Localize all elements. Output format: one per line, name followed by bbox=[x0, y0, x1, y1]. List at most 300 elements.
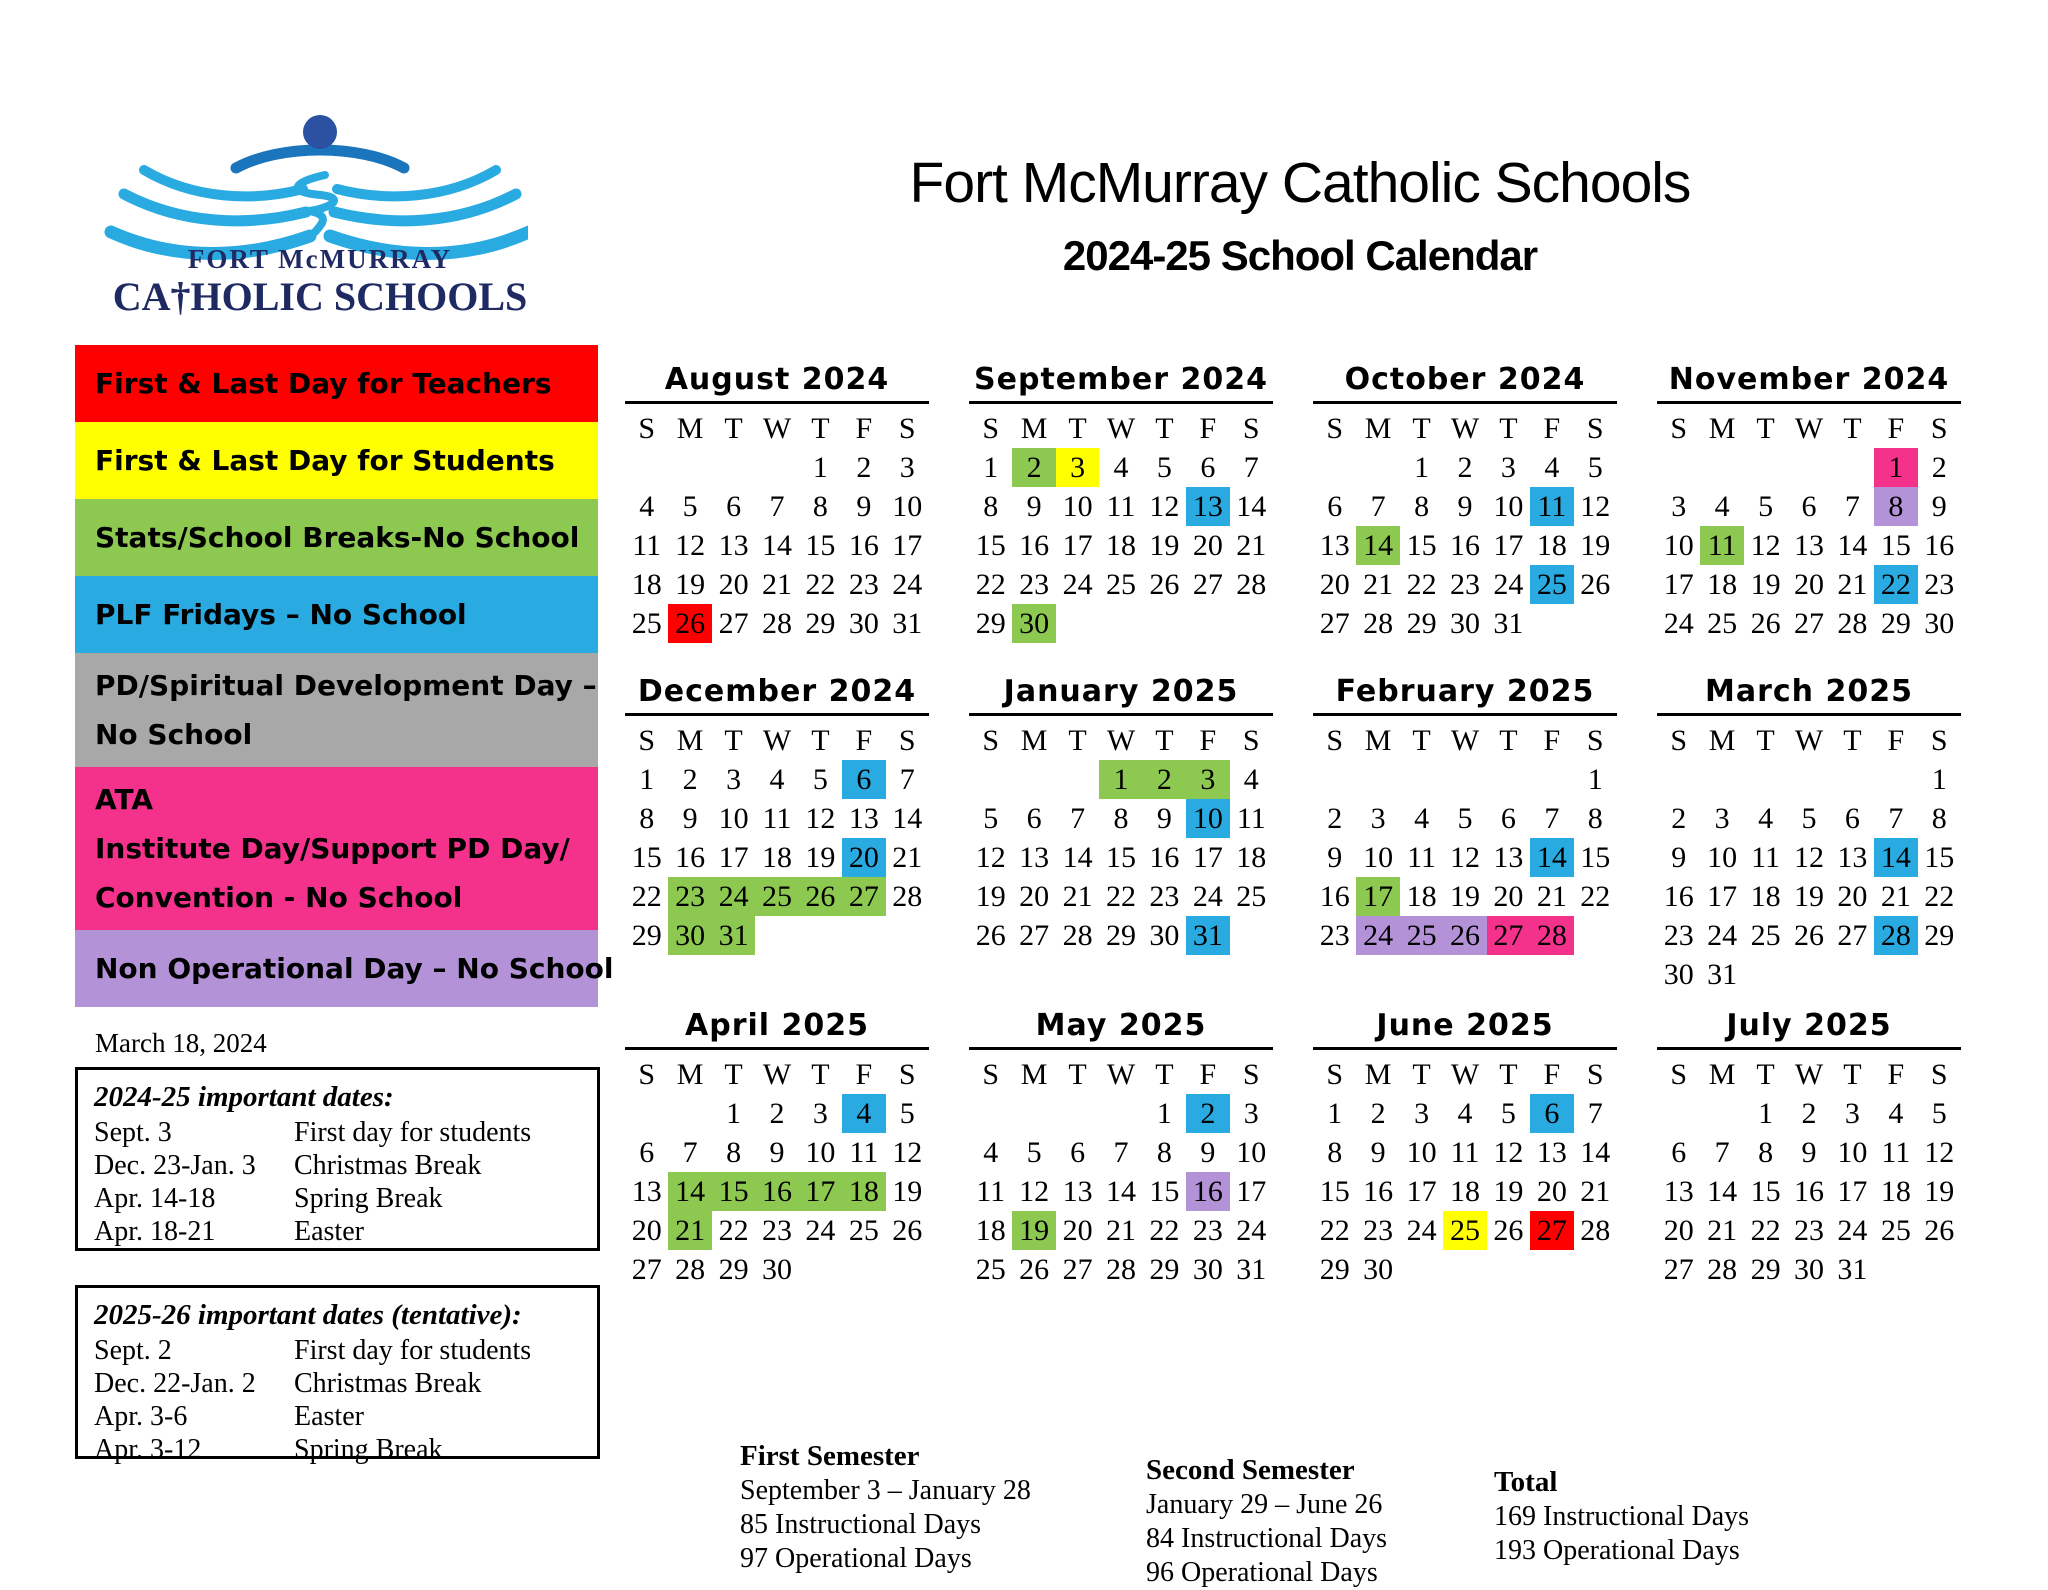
day-cell: 8 bbox=[1327, 1136, 1343, 1169]
day-cell: 28 bbox=[1105, 1253, 1136, 1286]
day-cell: 27 bbox=[1837, 919, 1868, 952]
logo-wordmark-line1: FORT McMURRAY bbox=[187, 244, 453, 274]
day-cell: 29 bbox=[1105, 919, 1136, 952]
day-grid bbox=[625, 448, 929, 643]
day-cell: 21 bbox=[1062, 880, 1093, 913]
day-cell-blue: 10 bbox=[1186, 799, 1229, 838]
day-cell-green: 30 bbox=[668, 916, 711, 955]
weekday-label: S bbox=[1670, 1058, 1688, 1091]
important-dates-2024-title: 2024-25 important dates: bbox=[94, 1081, 394, 1113]
day-cell: 13 bbox=[718, 529, 749, 562]
logo-wordmark-line2: CA†HOLIC SCHOOLS bbox=[112, 274, 528, 319]
day-cell: 23 bbox=[848, 568, 879, 601]
day-cell: 9 bbox=[1801, 1136, 1817, 1169]
day-cell: 4 bbox=[1544, 451, 1560, 484]
weekday-label: T bbox=[1843, 1058, 1862, 1091]
summary-line: September 3 – January 28 bbox=[740, 1475, 1031, 1506]
weekday-label: S bbox=[1586, 724, 1604, 757]
day-cell: 22 bbox=[631, 880, 662, 913]
day-cell: 23 bbox=[1793, 1214, 1824, 1247]
day-cell: 19 bbox=[1793, 880, 1824, 913]
day-cell: 31 bbox=[1837, 1253, 1868, 1286]
day-cell: 28 bbox=[1837, 607, 1868, 640]
day-cell: 30 bbox=[1924, 607, 1955, 640]
day-grid bbox=[969, 760, 1273, 955]
day-grid bbox=[969, 1094, 1273, 1289]
empty-day-cell bbox=[1313, 448, 1356, 487]
weekday-label: T bbox=[724, 1058, 743, 1091]
day-cell: 9 bbox=[1671, 841, 1687, 874]
day-cell: 12 bbox=[675, 529, 706, 562]
day-cell: 14 bbox=[1707, 1175, 1738, 1208]
day-cell: 7 bbox=[1587, 1097, 1603, 1130]
day-cell-green: 31 bbox=[712, 916, 755, 955]
weekday-label: S bbox=[982, 1058, 1000, 1091]
important-date-row bbox=[94, 1367, 581, 1400]
day-cell: 18 bbox=[1236, 841, 1267, 874]
day-cell: 3 bbox=[726, 763, 742, 796]
month-april-2025 bbox=[625, 1008, 929, 1289]
day-cell: 16 bbox=[1363, 1175, 1394, 1208]
weekday-header bbox=[1657, 1050, 1961, 1094]
weekday-label: M bbox=[676, 412, 704, 445]
legend-band-pink bbox=[75, 767, 598, 930]
day-cell: 28 bbox=[1580, 1214, 1611, 1247]
weekday-label: F bbox=[1199, 412, 1217, 445]
empty-day-cell bbox=[1056, 760, 1099, 799]
day-cell: 15 bbox=[805, 529, 836, 562]
day-cell: 11 bbox=[1450, 1136, 1480, 1169]
day-cell: 23 bbox=[1319, 919, 1350, 952]
day-cell: 14 bbox=[1580, 1136, 1611, 1169]
day-cell: 7 bbox=[682, 1136, 698, 1169]
day-cell: 24 bbox=[1707, 919, 1738, 952]
empty-day-cell bbox=[1356, 448, 1399, 487]
weekday-label: F bbox=[1887, 1058, 1905, 1091]
day-cell: 18 bbox=[1707, 568, 1738, 601]
important-date-row bbox=[94, 1433, 581, 1466]
legend-label: Non Operational Day – No School bbox=[95, 952, 614, 985]
day-cell: 21 bbox=[761, 568, 792, 601]
day-cell: 27 bbox=[1062, 1253, 1093, 1286]
empty-day-cell bbox=[1099, 1094, 1142, 1133]
day-cell: 13 bbox=[1493, 841, 1524, 874]
day-cell: 24 bbox=[1062, 568, 1093, 601]
important-date-row bbox=[94, 1400, 581, 1433]
empty-day-cell bbox=[625, 448, 668, 487]
day-cell-blue: 22 bbox=[1874, 565, 1917, 604]
legend-band-green bbox=[75, 499, 598, 576]
day-cell: 29 bbox=[805, 607, 836, 640]
day-cell: 27 bbox=[1793, 607, 1824, 640]
day-cell: 8 bbox=[812, 490, 828, 523]
weekday-label: F bbox=[1199, 1058, 1217, 1091]
summary-line: 85 Instructional Days bbox=[740, 1509, 982, 1540]
day-cell: 21 bbox=[1363, 568, 1394, 601]
day-cell: 5 bbox=[1500, 1097, 1516, 1130]
day-cell: 17 bbox=[1236, 1175, 1267, 1208]
weekday-header bbox=[969, 716, 1273, 760]
legend-label: PD/Spiritual Development Day – bbox=[95, 669, 597, 702]
weekday-header bbox=[1313, 716, 1617, 760]
day-cell: 20 bbox=[1192, 529, 1223, 562]
day-cell: 25 bbox=[848, 1214, 879, 1247]
weekday-label: F bbox=[855, 1058, 873, 1091]
day-cell: 7 bbox=[769, 490, 785, 523]
day-cell: 30 bbox=[1793, 1253, 1824, 1286]
important-date-value: Dec. 22-Jan. 2 bbox=[94, 1368, 256, 1399]
summary-line: 96 Operational Days bbox=[1146, 1557, 1378, 1588]
day-cell: 5 bbox=[1457, 802, 1473, 835]
day-cell: 18 bbox=[1105, 529, 1136, 562]
day-cell: 20 bbox=[631, 1214, 662, 1247]
day-cell: 2 bbox=[856, 451, 872, 484]
empty-day-cell bbox=[1874, 760, 1917, 799]
day-cell: 28 bbox=[1363, 607, 1394, 640]
day-cell-blue: 4 bbox=[842, 1094, 885, 1133]
weekday-header bbox=[625, 404, 929, 448]
day-cell: 30 bbox=[1149, 919, 1180, 952]
day-cell: 4 bbox=[1457, 1097, 1473, 1130]
day-cell: 20 bbox=[1536, 1175, 1567, 1208]
day-cell: 4 bbox=[1758, 802, 1774, 835]
day-cell: 2 bbox=[1931, 451, 1947, 484]
day-cell: 12 bbox=[1924, 1136, 1955, 1169]
month-title: June 2025 bbox=[1313, 1008, 1617, 1050]
weekday-label: T bbox=[1068, 1058, 1087, 1091]
summary-line: 193 Operational Days bbox=[1494, 1535, 1740, 1566]
day-cell: 22 bbox=[718, 1214, 749, 1247]
empty-day-cell bbox=[625, 1094, 668, 1133]
day-cell: 25 bbox=[1236, 880, 1267, 913]
day-cell: 6 bbox=[1026, 802, 1042, 835]
day-cell: 3 bbox=[1243, 1097, 1259, 1130]
day-cell: 24 bbox=[1663, 607, 1694, 640]
important-date-value: Apr. 3-12 bbox=[94, 1434, 202, 1465]
total-title: Total bbox=[1494, 1466, 1558, 1498]
day-cell: 4 bbox=[983, 1136, 999, 1169]
day-cell-red: 27 bbox=[1530, 1211, 1573, 1250]
weekday-label: F bbox=[1543, 724, 1561, 757]
day-cell: 16 bbox=[675, 841, 706, 874]
empty-day-cell bbox=[1787, 448, 1830, 487]
weekday-label: M bbox=[1364, 724, 1392, 757]
important-date-label: Spring Break bbox=[294, 1434, 443, 1465]
month-title: March 2025 bbox=[1657, 674, 1961, 716]
day-cell: 19 bbox=[975, 880, 1006, 913]
day-cell: 2 bbox=[682, 763, 698, 796]
day-cell: 17 bbox=[1707, 880, 1738, 913]
day-cell: 28 bbox=[892, 880, 923, 913]
day-cell: 2 bbox=[1370, 1097, 1386, 1130]
day-cell: 13 bbox=[1837, 841, 1868, 874]
day-cell: 26 bbox=[1149, 568, 1180, 601]
weekday-label: T bbox=[1155, 412, 1174, 445]
weekday-header bbox=[625, 716, 929, 760]
month-july-2025 bbox=[1657, 1008, 1961, 1289]
day-cell-green: 17 bbox=[1356, 877, 1399, 916]
weekday-label: M bbox=[1020, 724, 1048, 757]
day-cell: 23 bbox=[1192, 1214, 1223, 1247]
day-cell: 18 bbox=[975, 1214, 1006, 1247]
empty-day-cell bbox=[1657, 1094, 1700, 1133]
day-cell: 22 bbox=[975, 568, 1006, 601]
day-cell: 15 bbox=[1105, 841, 1136, 874]
day-cell: 18 bbox=[1406, 880, 1437, 913]
weekday-label: S bbox=[1586, 1058, 1604, 1091]
day-cell: 8 bbox=[1414, 490, 1430, 523]
day-cell: 19 bbox=[675, 568, 706, 601]
day-cell: 22 bbox=[1319, 1214, 1350, 1247]
day-cell: 9 bbox=[1931, 490, 1947, 523]
day-cell: 19 bbox=[892, 1175, 923, 1208]
day-cell: 13 bbox=[1536, 1136, 1567, 1169]
day-cell: 15 bbox=[1880, 529, 1911, 562]
month-title: February 2025 bbox=[1313, 674, 1617, 716]
day-cell: 9 bbox=[856, 490, 872, 523]
legend-label: Institute Day/Support PD Day/ bbox=[95, 832, 570, 865]
day-grid bbox=[1657, 760, 1961, 994]
important-date-label: Spring Break bbox=[294, 1183, 443, 1214]
day-cell: 1 bbox=[983, 451, 999, 484]
day-cell: 28 bbox=[761, 607, 792, 640]
day-cell-blue: 6 bbox=[1530, 1094, 1573, 1133]
day-cell: 12 bbox=[1793, 841, 1824, 874]
day-cell-blue: 2 bbox=[1186, 1094, 1229, 1133]
day-cell: 23 bbox=[1449, 568, 1480, 601]
day-cell: 4 bbox=[1414, 802, 1430, 835]
legend-band-blue bbox=[75, 576, 598, 653]
day-cell: 24 bbox=[805, 1214, 836, 1247]
day-cell: 3 bbox=[1500, 451, 1516, 484]
empty-day-cell bbox=[1443, 760, 1486, 799]
day-cell: 18 bbox=[631, 568, 662, 601]
weekday-label: F bbox=[1199, 724, 1217, 757]
weekday-header bbox=[625, 1050, 929, 1094]
weekday-label: S bbox=[638, 412, 656, 445]
empty-day-cell bbox=[1744, 448, 1787, 487]
day-cell-green: 1 bbox=[1099, 760, 1142, 799]
day-cell: 20 bbox=[1793, 568, 1824, 601]
month-title: December 2024 bbox=[625, 674, 929, 716]
day-cell-blue: 25 bbox=[1530, 565, 1573, 604]
day-cell: 8 bbox=[983, 490, 999, 523]
weekday-label: M bbox=[1708, 724, 1736, 757]
first-semester-title: First Semester bbox=[740, 1440, 920, 1472]
weekday-label: T bbox=[1756, 412, 1775, 445]
day-cell: 13 bbox=[1663, 1175, 1694, 1208]
weekday-label: T bbox=[1068, 724, 1087, 757]
month-september-2024 bbox=[969, 362, 1273, 643]
day-cell-purple: 16 bbox=[1186, 1172, 1229, 1211]
day-cell: 25 bbox=[1880, 1214, 1911, 1247]
total-summary bbox=[1494, 1464, 1749, 1568]
first-semester-lines bbox=[740, 1474, 1031, 1576]
day-cell: 2 bbox=[1671, 802, 1687, 835]
day-cell: 1 bbox=[1587, 763, 1603, 796]
day-cell: 5 bbox=[1758, 490, 1774, 523]
day-cell: 10 bbox=[1236, 1136, 1267, 1169]
weekday-label: T bbox=[1155, 1058, 1174, 1091]
day-cell-green: 2 bbox=[1143, 760, 1186, 799]
day-cell-yellow: 3 bbox=[1056, 448, 1099, 487]
month-title: September 2024 bbox=[969, 362, 1273, 404]
day-cell: 5 bbox=[899, 1097, 915, 1130]
day-cell: 7 bbox=[1113, 1136, 1129, 1169]
important-dates-2025-rows bbox=[94, 1334, 581, 1466]
day-cell: 25 bbox=[1105, 568, 1136, 601]
empty-day-cell bbox=[969, 1094, 1012, 1133]
weekday-label: F bbox=[855, 412, 873, 445]
weekday-header bbox=[1657, 404, 1961, 448]
month-title: November 2024 bbox=[1657, 362, 1961, 404]
day-cell: 8 bbox=[1587, 802, 1603, 835]
weekday-label: M bbox=[676, 1058, 704, 1091]
day-cell: 25 bbox=[631, 607, 662, 640]
day-cell: 20 bbox=[1493, 880, 1524, 913]
day-cell: 2 bbox=[1457, 451, 1473, 484]
day-cell: 16 bbox=[1793, 1175, 1824, 1208]
logo-head bbox=[303, 115, 337, 149]
months-grid bbox=[625, 362, 1997, 1289]
day-grid bbox=[1313, 448, 1617, 643]
weekday-label: T bbox=[811, 412, 830, 445]
day-cell: 6 bbox=[1200, 451, 1216, 484]
day-grid bbox=[969, 448, 1273, 643]
important-date-value: Apr. 3-6 bbox=[94, 1401, 188, 1432]
weekday-label: S bbox=[1670, 412, 1688, 445]
day-cell: 21 bbox=[1536, 880, 1567, 913]
day-cell: 18 bbox=[761, 841, 792, 874]
weekday-label: M bbox=[1020, 412, 1048, 445]
summary-line: January 29 – June 26 bbox=[1146, 1489, 1383, 1520]
page-title: Fort McMurray Catholic Schools bbox=[909, 151, 1691, 215]
day-cell: 4 bbox=[1714, 490, 1730, 523]
day-cell: 12 bbox=[805, 802, 836, 835]
weekday-label: W bbox=[762, 724, 792, 757]
important-dates-2024-rows bbox=[94, 1116, 581, 1248]
empty-day-cell bbox=[1530, 760, 1573, 799]
weekday-label: M bbox=[676, 724, 704, 757]
day-cell: 9 bbox=[1457, 490, 1473, 523]
day-cell: 14 bbox=[1837, 529, 1868, 562]
day-cell: 7 bbox=[1243, 451, 1259, 484]
day-cell-green: 11 bbox=[1700, 526, 1743, 565]
day-cell: 21 bbox=[1707, 1214, 1738, 1247]
day-cell: 5 bbox=[1931, 1097, 1947, 1130]
day-cell: 21 bbox=[1837, 568, 1868, 601]
day-cell: 1 bbox=[1156, 1097, 1172, 1130]
empty-day-cell bbox=[1787, 760, 1830, 799]
day-cell: 19 bbox=[1924, 1175, 1955, 1208]
day-cell: 18 bbox=[1536, 529, 1567, 562]
day-cell: 15 bbox=[631, 841, 662, 874]
day-grid bbox=[1657, 1094, 1961, 1289]
weekday-label: T bbox=[1412, 724, 1431, 757]
weekday-label: T bbox=[1756, 1058, 1775, 1091]
day-cell-pink: 27 bbox=[1487, 916, 1530, 955]
day-cell: 30 bbox=[1192, 1253, 1223, 1286]
month-title: May 2025 bbox=[969, 1008, 1273, 1050]
day-cell: 13 bbox=[1793, 529, 1824, 562]
weekday-label: S bbox=[982, 412, 1000, 445]
day-cell-green: 3 bbox=[1186, 760, 1229, 799]
weekday-label: S bbox=[638, 1058, 656, 1091]
day-cell: 21 bbox=[1880, 880, 1911, 913]
day-cell: 18 bbox=[1449, 1175, 1480, 1208]
day-cell: 18 bbox=[1880, 1175, 1911, 1208]
day-cell: 17 bbox=[1062, 529, 1093, 562]
weekday-label: S bbox=[1326, 724, 1344, 757]
day-cell: 20 bbox=[718, 568, 749, 601]
empty-day-cell bbox=[1700, 1094, 1743, 1133]
weekday-label: T bbox=[724, 724, 743, 757]
weekday-label: T bbox=[1843, 724, 1862, 757]
day-cell: 10 bbox=[718, 802, 749, 835]
second-semester-lines bbox=[1146, 1488, 1387, 1590]
school-logo bbox=[88, 82, 528, 337]
day-cell: 22 bbox=[1406, 568, 1437, 601]
day-cell: 11 bbox=[1407, 841, 1436, 874]
day-cell: 14 bbox=[761, 529, 792, 562]
day-cell: 1 bbox=[812, 451, 828, 484]
empty-day-cell bbox=[1831, 760, 1874, 799]
day-cell: 5 bbox=[1156, 451, 1172, 484]
day-cell: 17 bbox=[718, 841, 749, 874]
weekday-label: S bbox=[1326, 1058, 1344, 1091]
day-cell: 26 bbox=[1750, 607, 1781, 640]
day-cell: 6 bbox=[1844, 802, 1860, 835]
day-cell: 23 bbox=[1663, 919, 1694, 952]
day-cell: 3 bbox=[1714, 802, 1730, 835]
day-cell: 4 bbox=[769, 763, 785, 796]
day-cell: 11 bbox=[1106, 490, 1136, 523]
weekday-label: T bbox=[1068, 412, 1087, 445]
day-cell: 3 bbox=[899, 451, 915, 484]
day-cell: 16 bbox=[848, 529, 879, 562]
day-cell: 2 bbox=[769, 1097, 785, 1130]
first-semester-summary bbox=[740, 1438, 1031, 1576]
weekday-label: T bbox=[1155, 724, 1174, 757]
weekday-label: M bbox=[1364, 1058, 1392, 1091]
day-cell: 1 bbox=[1327, 1097, 1343, 1130]
day-cell: 1 bbox=[1414, 451, 1430, 484]
day-cell: 8 bbox=[1156, 1136, 1172, 1169]
day-cell-green: 30 bbox=[1012, 604, 1055, 643]
day-cell: 2 bbox=[1327, 802, 1343, 835]
day-cell: 23 bbox=[761, 1214, 792, 1247]
month-october-2024 bbox=[1313, 362, 1617, 643]
day-cell: 21 bbox=[1580, 1175, 1611, 1208]
day-cell: 26 bbox=[1493, 1214, 1524, 1247]
day-cell: 26 bbox=[1793, 919, 1824, 952]
day-cell: 29 bbox=[975, 607, 1006, 640]
day-cell: 11 bbox=[1236, 802, 1266, 835]
weekday-label: S bbox=[898, 1058, 916, 1091]
weekday-label: T bbox=[1412, 1058, 1431, 1091]
day-cell: 19 bbox=[1580, 529, 1611, 562]
day-cell: 26 bbox=[1019, 1253, 1050, 1286]
weekday-label: W bbox=[1794, 1058, 1824, 1091]
day-cell: 25 bbox=[1707, 607, 1738, 640]
important-dates-2025-box bbox=[75, 1285, 600, 1465]
day-cell-purple: 26 bbox=[1443, 916, 1486, 955]
day-cell: 21 bbox=[1236, 529, 1267, 562]
weekday-label: S bbox=[1242, 412, 1260, 445]
day-cell: 26 bbox=[1580, 568, 1611, 601]
day-cell-green: 2 bbox=[1012, 448, 1055, 487]
day-cell-blue: 11 bbox=[1530, 487, 1573, 526]
